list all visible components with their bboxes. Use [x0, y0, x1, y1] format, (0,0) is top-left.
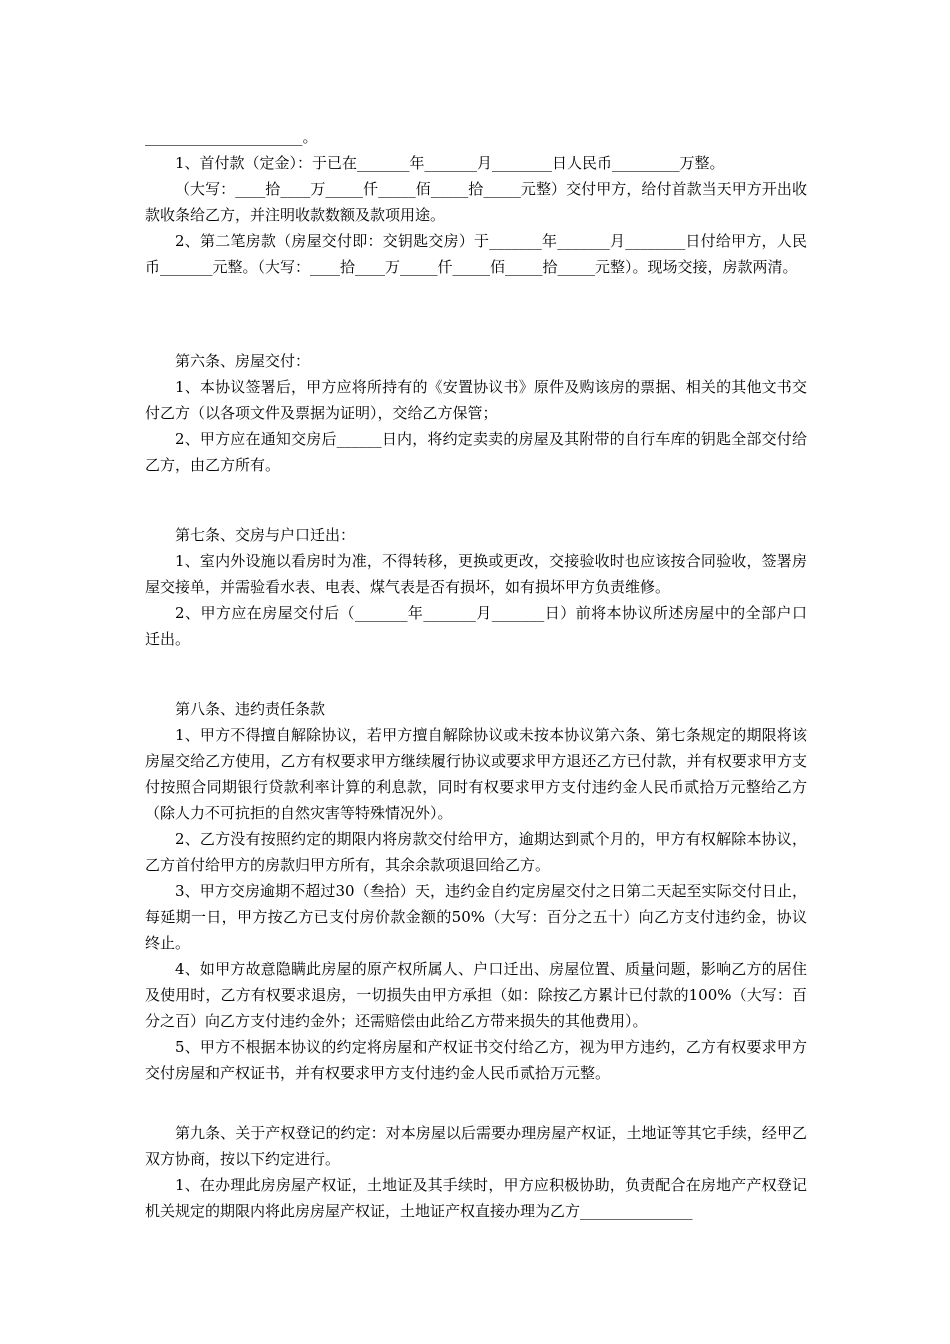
down-payment-clause: 1、首付款（定金）：于已在_______年_______月________日人民币_________万整。 [175, 154, 725, 172]
payment-section [145, 124, 807, 280]
article-9-intro: 第九条、关于产权登记的约定：对本房屋以后需要办理房屋产权证，土地证等其它手续，经甲乙双方协商，按以下约定进行。 [145, 1124, 807, 1168]
article-9-clause-1: 1、在办理此房房屋产权证，土地证及其手续时，甲方应积极协助，负责配合在房地产产权登记机关规定的期限内将此房房屋产权证，土地证产权直接办理为乙方_______________ [145, 1176, 807, 1220]
article-8-clause-1: 1、甲方不得擅自解除协议，若甲方擅自解除协议或未按本协议第六条、第七条规定的期限将该房屋交给乙方使用，乙方有权要求甲方继续履行协议或要求甲方退还乙方已付款，并有权要求甲方支付按照合同期银行贷款利率计算的利息款，同时有权要求甲方支付违约金人民币贰拾万元整给乙方（除人力不可抗拒的自然灾害等特殊情况外）。 [145, 726, 807, 822]
article-8-clause-3: 3、甲方交房逾期不超过30（叁拾）天，违约金自约定房屋交付之日第二天起至实际交付日止，每延期一日，甲方按乙方已支付房价款金额的50%（大写：百分之五十）向乙方支付违约金，协议终止。 [145, 882, 807, 952]
article-8 [145, 696, 807, 1086]
down-payment-capital-clause: （大写：____拾____万_____仟_____佰_____拾_____元整）交付甲方，给付首款当天甲方开出收款收条给乙方，并注明收款数额及款项用途。 [145, 180, 807, 224]
blank-line: _____________________。 [145, 128, 318, 146]
article-7-clause-1: 1、室内外设施以看房时为准，不得转移，更换或更改，交接验收时也应该按合同验收，签署房屋交接单，并需验看水表、电表、煤气表是否有损坏，如有损坏甲方负责维修。 [145, 552, 807, 596]
article-7-clause-2: 2、甲方应在房屋交付后（_______年_______月_______日）前将本协议所述房屋中的全部户口迁出。 [145, 604, 807, 648]
article-8-clause-2: 2、乙方没有按照约定的期限内将房款交付给甲方，逾期达到贰个月的，甲方有权解除本协议，乙方首付给甲方的房款归甲方所有，其余余款项退回给乙方。 [145, 830, 807, 874]
article-9 [145, 1120, 807, 1224]
article-6-heading: 第六条、房屋交付： [175, 352, 311, 370]
article-7 [145, 522, 807, 652]
article-7-heading: 第七条、交房与户口迁出： [175, 526, 356, 544]
article-6 [145, 348, 807, 478]
second-payment-clause: 2、第二笔房款（房屋交付即：交钥匙交房）于_______年_______月________日付给甲方，人民币_______元整。（大写：____拾____万_____仟_____佰_____拾_____元整）。现场交接，房款两清。 [145, 232, 807, 276]
article-8-clause-4: 4、如甲方故意隐瞒此房屋的原产权所属人、户口迁出、房屋位置、质量问题，影响乙方的居住及使用时，乙方有权要求退房，一切损失由甲方承担（如：除按乙方累计已付款的100%（大写：百分之百）向乙方支付违约金外；还需赔偿由此给乙方带来损失的其他费用）。 [145, 960, 807, 1030]
article-8-clause-5: 5、甲方不根据本协议的约定将房屋和产权证书交付给乙方，视为甲方违约，乙方有权要求甲方交付房屋和产权证书，并有权要求甲方支付违约金人民币贰拾万元整。 [145, 1038, 807, 1082]
article-6-clause-2: 2、甲方应在通知交房后______日内，将约定卖卖的房屋及其附带的自行车库的钥匙全部交付给乙方，由乙方所有。 [145, 430, 807, 474]
article-8-heading: 第八条、违约责任条款 [175, 700, 326, 718]
article-6-clause-1: 1、本协议签署后，甲方应将所持有的《安置协议书》原件及购该房的票据、相关的其他文书交付乙方（以各项文件及票据为证明），交给乙方保管； [145, 378, 807, 422]
